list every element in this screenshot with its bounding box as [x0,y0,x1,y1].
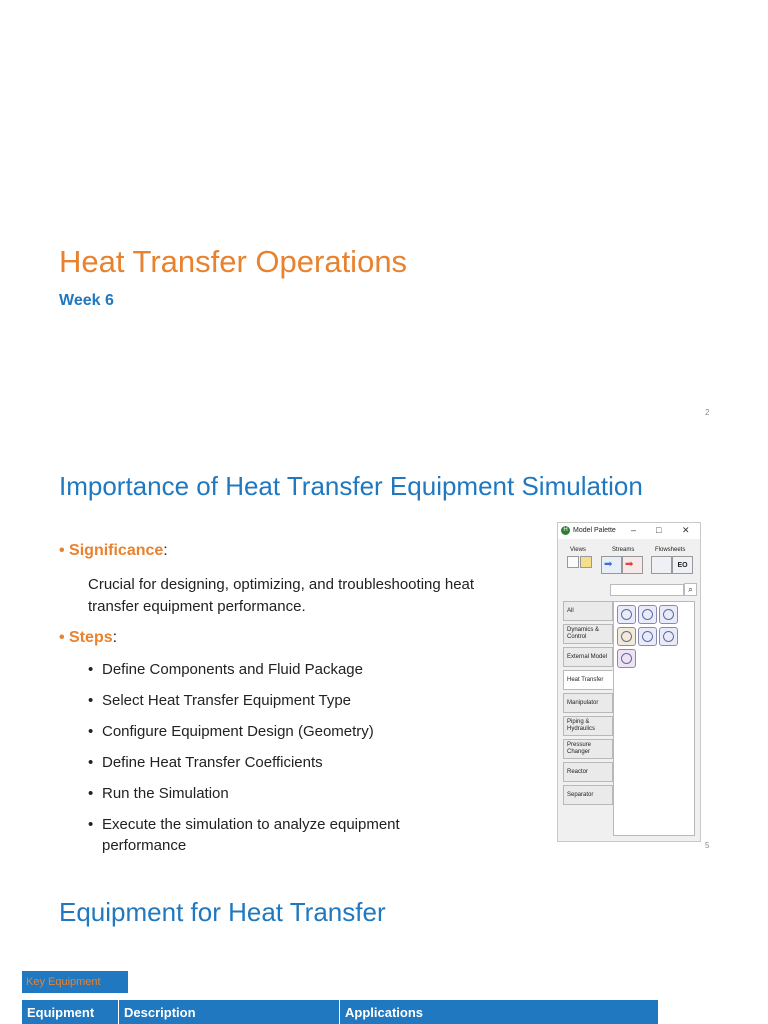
close-icon[interactable]: ✕ [682,525,690,535]
lng-exchanger-icon[interactable] [659,627,678,646]
maximize-icon[interactable]: □ [656,525,662,535]
palette-tab[interactable]: Piping & Hydraulics [563,716,613,736]
step-item: • Select Heat Transfer Equipment Type [88,690,488,711]
key-equipment-label: Key Equipment [22,971,128,993]
energy-stream-button[interactable] [622,556,643,574]
bullet-dot: • [59,542,70,559]
equipment-table [22,1000,658,1024]
palette-tab[interactable]: Separator [563,785,613,805]
group-label-views: Views [570,547,586,553]
step-item: • Run the Simulation [88,783,488,804]
palette-tab-list [563,601,613,808]
heat-exchanger-icon[interactable] [659,605,678,624]
steps-list [88,659,488,866]
page-number: 2 [705,408,710,417]
palette-tab-active[interactable]: Heat Transfer [563,670,613,690]
steps-colon: : [112,629,118,646]
fired-heater-icon[interactable] [617,627,636,646]
group-label-streams: Streams [612,547,635,553]
palette-tab[interactable]: External Model [563,647,613,667]
slide-title-main: Heat Transfer Operations [59,244,408,279]
bullet-dot: • [59,629,70,646]
step-item: • Define Components and Fluid Package [88,659,488,680]
table-header-row [22,1000,658,1024]
minimize-icon[interactable]: – [631,525,637,535]
significance-colon: : [163,542,168,559]
bullet-significance [59,542,168,560]
view-button-1[interactable] [567,556,579,568]
model-palette-window [557,522,701,842]
app-logo-icon: H [561,526,570,535]
subflowsheet-button[interactable] [651,556,672,574]
palette-tab[interactable]: Pressure Changer [563,739,613,759]
palette-tab[interactable]: All [563,601,613,621]
table-header-description: Description [119,1000,340,1024]
material-stream-icon: ➡ [604,559,613,570]
slide-title-importance: Importance of Heat Transfer Equipment Simulation [59,471,643,501]
steps-label: Steps [69,629,113,646]
table-header-applications: Applications [340,1000,659,1024]
palette-title: Model Palette [573,527,616,534]
step-item: • Execute the simulation to analyze equipment performance [88,814,488,856]
palette-tab[interactable]: Manipulator [563,693,613,713]
air-cooler-icon[interactable] [638,627,657,646]
step-item: • Configure Equipment Design (Geometry) [88,721,488,742]
eo-subflowsheet-button[interactable]: EO [672,556,693,574]
step-item: • Define Heat Transfer Coefficients [88,752,488,773]
group-label-flowsheets: Flowsheets [655,547,686,553]
slide-title-equipment: Equipment for Heat Transfer [59,897,386,927]
cooler-icon[interactable] [617,605,636,624]
palette-tab[interactable]: Reactor [563,762,613,782]
table-header-equipment: Equipment [22,1000,119,1024]
search-icon[interactable]: ⌕ [684,583,697,596]
significance-text: Crucial for designing, optimizing, and troubleshooting heat transfer equipment performance. [88,576,475,615]
energy-stream-icon: ➡ [625,559,634,570]
page-number: 5 [705,841,710,850]
view-button-2[interactable] [580,556,592,568]
material-stream-button[interactable] [601,556,622,574]
palette-search-input[interactable] [610,584,684,596]
palette-content-area [613,601,695,836]
palette-tab[interactable]: Dynamics & Control [563,624,613,644]
slide-subtitle: Week 6 [59,292,114,309]
plate-exchanger-icon[interactable] [617,649,636,668]
significance-label: Significance [69,542,164,559]
palette-titlebar [558,523,700,539]
heater-icon[interactable] [638,605,657,624]
bullet-steps [59,629,117,647]
